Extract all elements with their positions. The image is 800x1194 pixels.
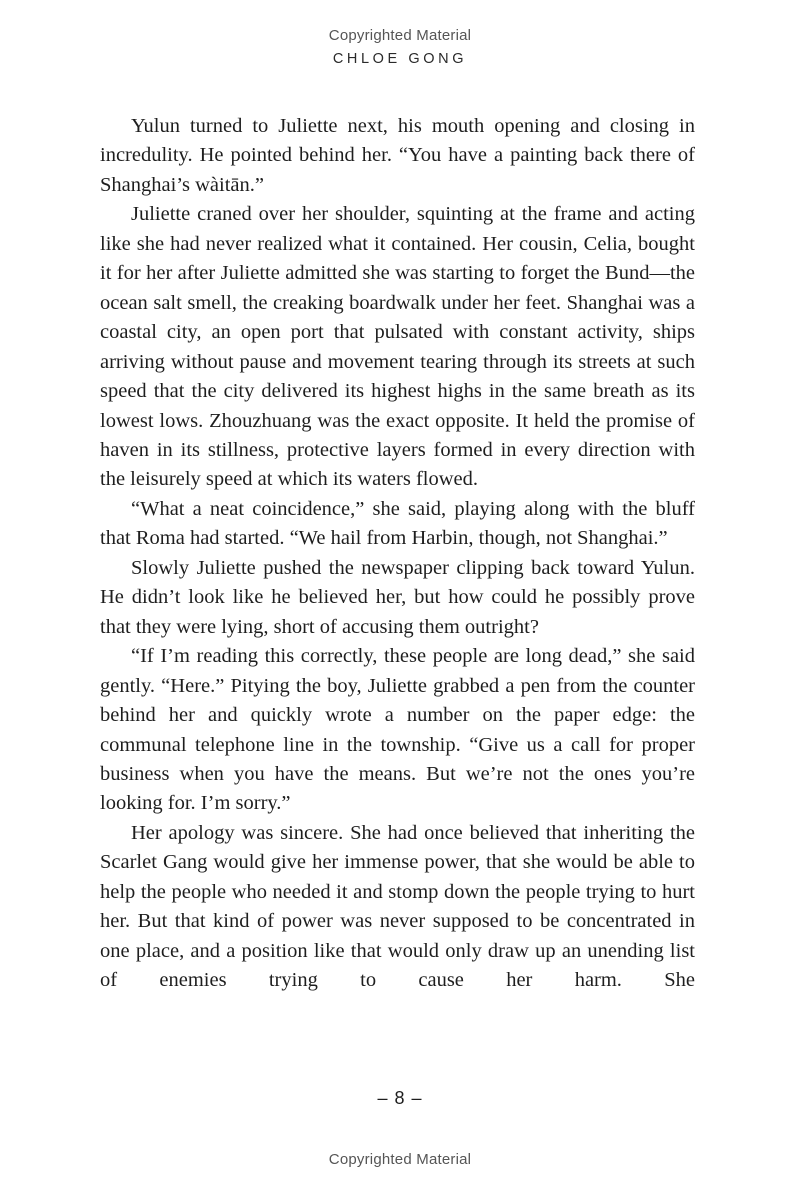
paragraph-4: Slowly Juliette pushed the newspaper clipping back toward Yulun. He didn’t look like he believed her, but how could he possibly prove that they were lying, short of accusing them outright?	[100, 556, 695, 638]
running-head-author: CHLOE GONG	[332, 51, 468, 67]
paragraph-5: “If I’m reading this correctly, these people are long dead,” she said gently. “Here.” Pitying the boy, Juliette grabbed a pen from the counter behind her and quickly wrote a number on the paper edge: the communal telephone line in the township. “Give us a call for proper business when you have the means. But we’re not the ones you’re looking for. I’m sorry.”	[100, 645, 695, 815]
paragraph-1: Yulun turned to Juliette next, his mouth opening and closing in incredulity. He pointed behind her. “You have a painting back there of Shanghai’s wàitān.”	[100, 115, 695, 196]
body-text	[100, 112, 695, 996]
paragraph-3: “What a neat coincidence,” she said, playing along with the bluff that Roma had started. “We hail from Harbin, though, not Shanghai.”	[100, 497, 695, 550]
paragraph-2: Juliette craned over her shoulder, squinting at the frame and acting like she had never realized what it contained. Her cousin, Celia, bought it for her after Juliette admitted she was starting to forget the Bund—the ocean salt smell, the creaking boardwalk under her feet. Shanghai was a coastal city, an open port that pulsated with constant activity, ships arriving without pause and movement tearing through its streets at such speed that the city delivered its highest highs in the same breath as its lowest lows. Zhouzhuang was the exact opposite. It held the promise of haven in its stillness, protective layers formed in every direction with the leisurely speed at which its waters flowed.	[100, 203, 695, 491]
paragraph-6: Her apology was sincere. She had once believed that inheriting the Scarlet Gang would give her immense power, that she would be able to help the people who needed it and stomp down the people trying to hurt her. But that kind of power was never supposed to be concentrated in one place, and a position like that would only draw up an unending list of enemies trying to cause her harm. She	[100, 821, 695, 992]
copyright-watermark-top: Copyrighted Material	[328, 27, 472, 44]
page-number: – 8 –	[377, 1088, 423, 1108]
copyright-watermark-bottom: Copyrighted Material	[328, 1151, 472, 1168]
